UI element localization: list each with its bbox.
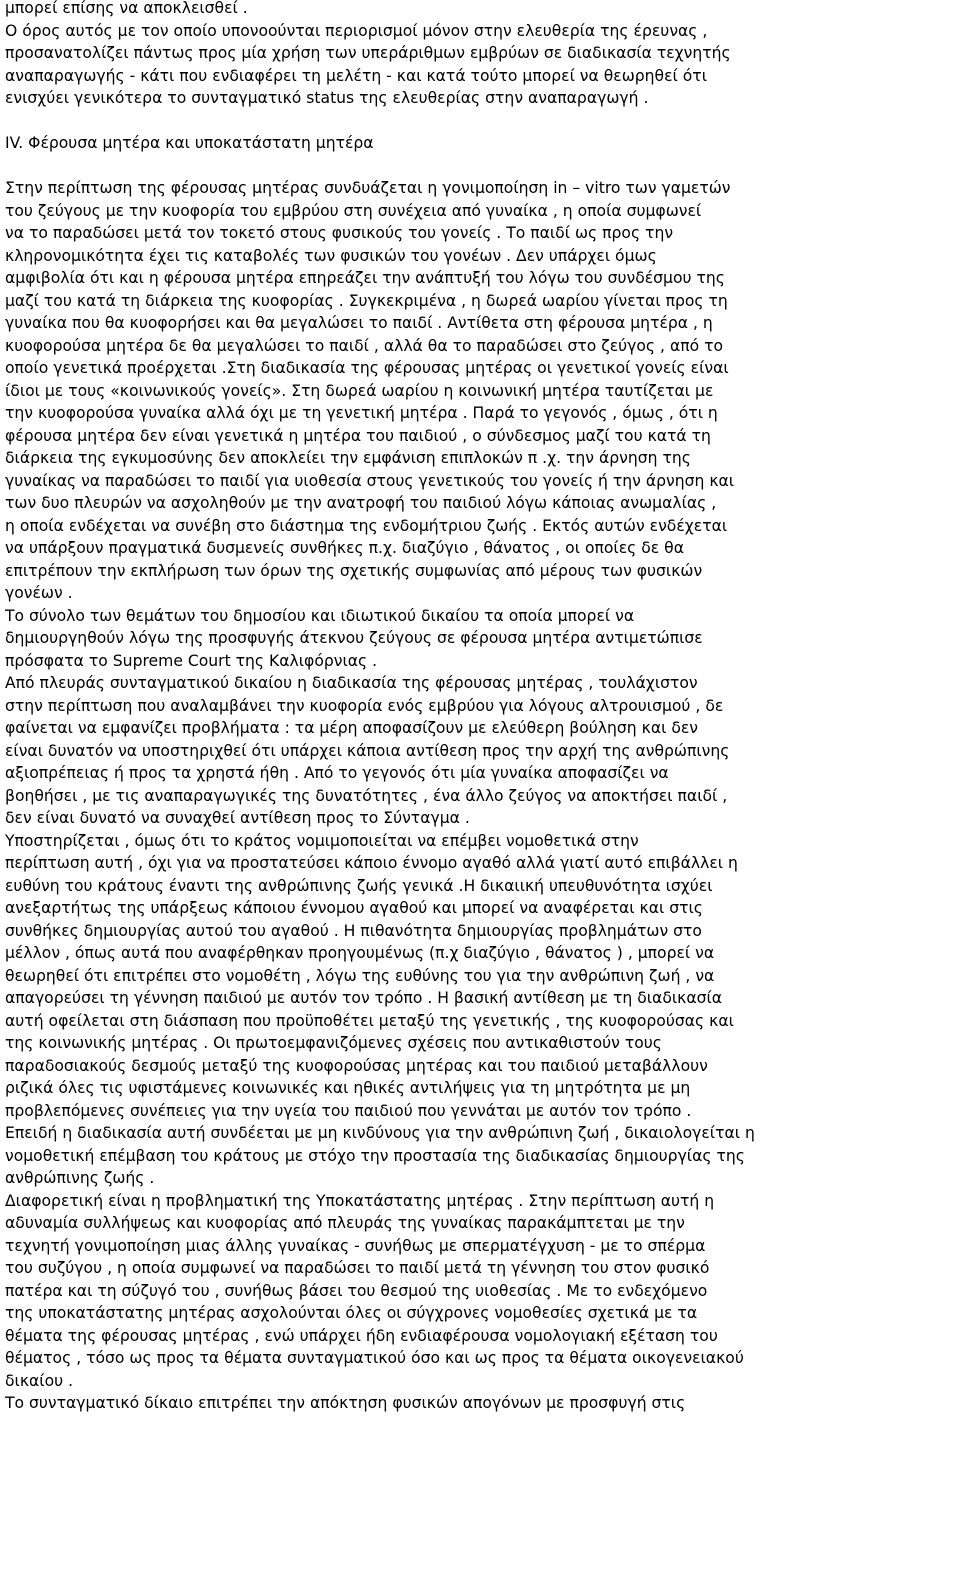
- text-line: προβλεπόμενες συνέπειες για την υγεία του παιδιού που γεννάται με αυτόν τον τρόπο .: [5, 1101, 692, 1120]
- text-line: συνθήκες δημιουργίας αυτού του αγαθού . Η πιθανότητα δημιουργίας προβλημάτων στο: [5, 921, 702, 940]
- text-line: ανθρώπινης ζωής .: [5, 1169, 155, 1187]
- text-line: θεωρηθεί ότι επιτρέπει στο νομοθέτη , λόγω της ευθύνης του για την ανθρώπινη ζωή , να: [5, 966, 715, 985]
- text-line: είναι δυνατόν να υποστηριχθεί ότι υπάρχει κάποια αντίθεση προς την αρχή της ανθρώπινης: [5, 741, 730, 760]
- text-line: των δυο πλευρών να ασχοληθούν με την ανατροφή του παιδιού λόγω κάποιας ανωμαλίας ,: [5, 494, 717, 512]
- text-line: του ζεύγους με την κυοφορία του εμβρύου στη συνέχεια από γυναίκα , η οποία συμφωνεί: [5, 201, 702, 220]
- paragraph-spacer: [5, 155, 955, 178]
- text-line: θέματος , τόσο ως προς τα θέματα συνταγματικού όσο και ως προς τα θέματα οικογενειακού: [5, 1349, 744, 1367]
- text-line: Ο όρος αυτός με τον οποίο υπονοούνται περιορισμοί μόνον στην ελευθερία της έρευνας ,: [5, 21, 708, 40]
- text-line: ριζικά όλες τις υφιστάμενες κοινωνικές και ηθικές αντιλήψεις για τη μητρότητα με μη: [5, 1079, 691, 1097]
- text-line: επιτρέπουν την εκπλήρωση των όρων της σχετικής συμφωνίας από μέρους των φυσικών: [5, 561, 703, 580]
- text-line: διάρκεια της εγκυμοσύνης δεν αποκλείει την εμφάνιση επιπλοκών π .χ. την άρνηση της: [5, 449, 691, 467]
- paragraph-spacer: [5, 110, 955, 133]
- text-line: δεν είναι δυνατό να συναχθεί αντίθεση προς το Σύνταγμα .: [5, 809, 470, 827]
- text-line: της υποκατάστατης μητέρας ασχολούνται όλες οι σύγχρονες νομοθεσίες σχετικά με τα: [5, 1304, 698, 1322]
- text-line: απαγορεύσει τη γέννηση παιδιού με αυτόν τον τρόπο . Η βασική αντίθεση με τη διαδικασία: [5, 989, 723, 1007]
- text-line: φέρουσα μητέρα δεν είναι γενετικά η μητέρα του παιδιού , ο σύνδεσμος μαζί του κατά τη: [5, 426, 711, 445]
- text-line: της κοινωνικής μητέρας . Οι πρωτοεμφανιζόμενες σχέσεις που αντικαθιστούν τους: [5, 1034, 662, 1052]
- text-line: παραδοσιακούς δεσμούς μεταξύ της κυοφορούσας μητέρας και του παιδιού μεταβάλλουν: [5, 1056, 708, 1075]
- text-line: δικαίου .: [5, 1371, 74, 1390]
- text-line: ευθύνη του κράτους έναντι της ανθρώπινης ζωής γενικά .Η δικαιική υπευθυνότητα ισχύει: [5, 876, 713, 895]
- text-line: δημιουργηθούν λόγω της προσφυγής άτεκνου ζεύγους σε φέρουσα μητέρα αντιμετώπισε: [5, 629, 703, 647]
- text-line: αυτή οφείλεται στη διάσπαση που προϋποθέτει μεταξύ της γενετικής , της κυοφορούσας και: [5, 1011, 734, 1030]
- text-line: Από πλευράς συνταγματικού δικαίου η διαδικασία της φέρουσας μητέρας , τουλάχιστον: [5, 674, 698, 692]
- text-line: κληρονομικότητα έχει τις καταβολές των φυσικών του γονέων . Δεν υπάρχει όμως: [5, 246, 657, 265]
- text-line: ενισχύει γενικότερα το συνταγματικό status της ελευθερίας στην αναπαραγωγή .: [5, 89, 649, 107]
- text-line: του συζύγου , η οποία συμφωνεί να παραδώσει το παιδί μετά τη γέννηση του στον φυσικό: [5, 1259, 710, 1277]
- text-line: πατέρα και τη σύζυγό του , συνήθως βάσει του θεσμού της υιοθεσίας . Με το ενδεχόμενο: [5, 1281, 708, 1300]
- text-line: θέματα της φέρουσας μητέρας , ενώ υπάρχει ήδη ενδιαφέρουσα νομολογιακή εξέταση του: [5, 1326, 718, 1345]
- text-line: αξιοπρέπειας ή προς τα χρηστά ήθη . Από το γεγονός ότι μία γυναίκα αποφασίζει να: [5, 764, 669, 782]
- text-line: γυναίκας να παραδώσει το παιδί για υιοθεσία στους γενετικούς του γονείς ή την άρνηση και: [5, 471, 735, 490]
- text-line: στην περίπτωση που αναλαμβάνει την κυοφορία ενός εμβρύου για λόγους αλτρουισμού , δε: [5, 696, 724, 715]
- text-line: Επειδή η διαδικασία αυτή συνδέεται με μη κινδύνους για την ανθρώπινη ζωή , δικαιολογείται η: [5, 1124, 755, 1142]
- text-line: την κυοφορούσα γυναίκα αλλά όχι με τη γενετική μητέρα . Παρά το γεγονός , όμως , ότι η: [5, 404, 718, 422]
- document-page: [5, 0, 955, 1415]
- text-line: Υποστηρίζεται , όμως ότι το κράτος νομιμοποιείται να επέμβει νομοθετικά στην: [5, 831, 639, 850]
- text-line: φαίνεται να εμφανίζει προβλήματα : τα μέρη αποφασίζουν με ελεύθερη βούληση και δεν: [5, 719, 699, 737]
- text-line: Το συνταγματικό δίκαιο επιτρέπει την απόκτηση φυσικών απογόνων με προσφυγή στις: [5, 1394, 686, 1412]
- text-line: περίπτωση αυτή , όχι για να προστατεύσει κάποιο έννομο αγαθό αλλά γιατί αυτό επιβάλλει η: [5, 854, 738, 872]
- text-line: γονέων .: [5, 584, 73, 602]
- text-line: Διαφορετική είναι η προβληματική της Υποκατάστατης μητέρας . Στην περίπτωση αυτή η: [5, 1191, 715, 1210]
- text-line: οποίο γενετικά προέρχεται .Στη διαδικασία της φέρουσας μητέρας οι γενετικοί γονείς είναι: [5, 359, 729, 377]
- text-line: να το παραδώσει μετά τον τοκετό στους φυσικούς του γονείς . Το παιδί ως προς την: [5, 224, 674, 242]
- text-line: να υπάρξουν πραγματικά δυσμενείς συνθήκες π.χ. διαζύγιο , θάνατος , οι οποίες δε θα: [5, 539, 684, 557]
- text-line: μαζί του κατά τη διάρκεια της κυοφορίας . Συγκεκριμένα , η δωρεά ωαρίου γίνεται προς τη: [5, 291, 728, 310]
- text-line: Στην περίπτωση της φέρουσας μητέρας συνδυάζεται η γονιμοποίηση in – vitro των γαμετών: [5, 179, 731, 197]
- text-line: μέλλον , όπως αυτά που αναφέρθηκαν προηγουμένως (π.χ διαζύγιο , θάνατος ) , μπορεί να: [5, 944, 715, 962]
- text-line: βοηθήσει , με τις αναπαραγωγικές της δυνατότητες , ένα άλλο ζεύγος να αποκτήσει παιδί ,: [5, 786, 728, 805]
- text-line: ίδιοι με τους «κοινωνικούς γονείς». Στη δωρεά ωαρίου η κοινωνική μητέρα ταυτίζεται με: [5, 381, 714, 400]
- text-line: ανεξαρτήτως της υπάρξεως κάποιου έννομου αγαθού και μπορεί να αναφέρεται και στις: [5, 899, 703, 917]
- text-line: γυναίκα που θα κυοφορήσει και θα μεγαλώσει το παιδί . Αντίθετα στη φέρουσα μητέρα , η: [5, 314, 713, 332]
- section-heading: [5, 132, 955, 155]
- text-line: τεχνητή γονιμοποίηση μιας άλλης γυναίκας - συνήθως με σπερματέγχυση - με το σπέρμα: [5, 1236, 706, 1255]
- text-line: η οποία ενδέχεται να συνέβη στο διάστημα της ενδομήτριου ζωής . Εκτός αυτών ενδέχεται: [5, 516, 728, 535]
- text-line: Το σύνολο των θεμάτων του δημοσίου και ιδιωτικού δικαίου τα οποία μπορεί να: [5, 606, 635, 625]
- text-line: νομοθετική επέμβαση του κράτους με στόχο την προστασία της διαδικασίας δημιουργίας της: [5, 1146, 745, 1165]
- text-line: αδυναμία συλλήψεως και κυοφορίας από πλευράς της γυναίκας παρακάμπτεται με την: [5, 1214, 685, 1232]
- intro-paragraph: [5, 0, 955, 110]
- text-line: μπορεί επίσης να αποκλεισθεί .: [5, 0, 248, 17]
- section-heading-text: IV. Φέρουσα μητέρα και υποκατάστατη μητέρα: [5, 134, 374, 152]
- section-body: [5, 177, 955, 1415]
- text-line: κυοφορούσα μητέρα δε θα μεγαλώσει το παιδί , αλλά θα το παραδώσει στο ζεύγος , από το: [5, 336, 724, 355]
- text-line: προσανατολίζει πάντως προς μία χρήση των υπεράριθμων εμβρύων σε διαδικασία τεχνητής: [5, 44, 731, 62]
- text-line: αναπαραγωγής - κάτι που ενδιαφέρει τη μελέτη - και κατά τούτο μπορεί να θεωρηθεί ότι: [5, 66, 707, 85]
- text-line: πρόσφατα το Supreme Court της Καλιφόρνιας .: [5, 651, 378, 670]
- text-line: αμφιβολία ότι και η φέρουσα μητέρα επηρεάζει την ανάπτυξή του λόγω του συνδέσμου της: [5, 269, 725, 287]
